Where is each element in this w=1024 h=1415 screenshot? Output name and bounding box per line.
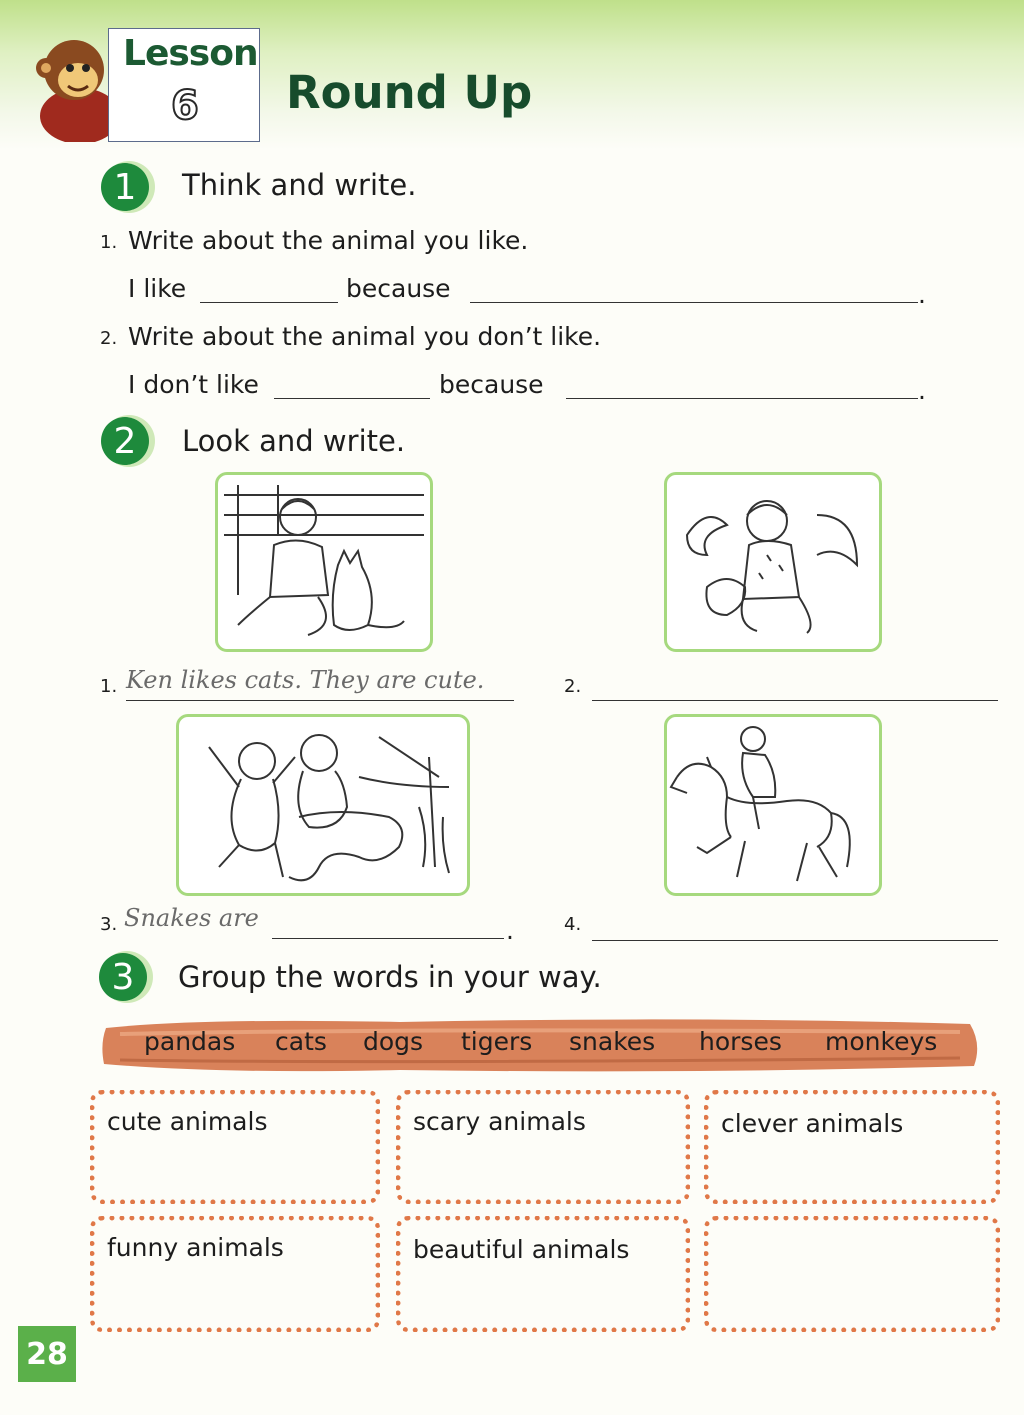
answer-1-number: 1. [100,676,118,697]
section-3-title: Group the words in your way. [178,960,602,994]
q1-blank-animal[interactable] [200,302,338,303]
q2-prompt: Write about the animal you don’t like. [128,322,602,351]
category-label: clever animals [721,1109,904,1138]
category-box-scary[interactable] [396,1090,690,1204]
q1-blank-reason[interactable] [470,302,918,303]
category-label: beautiful animals [413,1235,630,1264]
q1-number: 1. [100,232,118,253]
boy-with-cat-illustration-icon [218,475,430,649]
category-label: cute animals [107,1107,268,1136]
picture-1-frame [215,472,433,652]
word-bank-item: monkeys [825,1027,938,1056]
word-bank-item: cats [275,1027,327,1056]
section-3-number: 3 [111,956,135,998]
q2-blank-animal[interactable] [274,398,430,399]
answer-3-text: Snakes are [124,904,259,932]
section-1-number: 1 [113,166,137,208]
category-box-funny[interactable] [90,1216,380,1332]
lesson-badge [108,28,260,142]
word-bank-item: pandas [144,1027,236,1056]
answer-3-line[interactable] [272,938,504,939]
picture-3-frame [176,714,470,896]
category-box-clever[interactable] [704,1090,1000,1204]
q2-blank-reason[interactable] [566,398,918,399]
category-label: funny animals [107,1233,284,1262]
word-bank-item: horses [699,1027,782,1056]
q2-frame-a: I don’t like [128,370,259,399]
word-bank-item: tigers [461,1027,533,1056]
answer-3-number: 3. [100,914,118,935]
category-box-beautiful[interactable] [396,1216,690,1332]
section-2-title: Look and write. [182,424,406,458]
category-box-cute[interactable] [90,1090,380,1204]
category-label: scary animals [413,1107,586,1136]
answer-2-line[interactable] [592,700,998,701]
answer-1-text: Ken likes cats. They are cute. [126,666,485,694]
answer-4-number: 4. [564,914,582,935]
answer-4-line[interactable] [592,940,998,941]
lesson-label: Lesson [123,33,258,74]
section-2-number: 2 [113,420,137,462]
word-bank-item: snakes [569,1027,656,1056]
q2-frame-b: because [439,370,544,399]
page-title: Round Up [286,66,533,119]
q1-prompt: Write about the animal you like. [128,226,529,255]
word-bank-item: dogs [363,1027,424,1056]
boy-on-horse-illustration-icon [667,717,879,893]
answer-2-number: 2. [564,676,582,697]
answer-3-period: . [506,916,514,945]
girl-with-dog-illustration-icon [667,475,879,649]
q2-number: 2. [100,328,118,349]
picture-4-frame [664,714,882,896]
q1-frame-b: because [346,274,451,303]
answer-1-line[interactable] [126,700,514,701]
picture-2-frame [664,472,882,652]
section-1-title: Think and write. [182,168,417,202]
q1-frame-a: I like [128,274,187,303]
category-box-empty[interactable] [704,1216,1000,1332]
monkey-bear-snake-illustration-icon [179,717,467,893]
q1-period: . [918,280,926,309]
page-number: 28 [18,1326,76,1382]
q2-period: . [918,376,926,405]
lesson-number: 6 [171,83,199,129]
